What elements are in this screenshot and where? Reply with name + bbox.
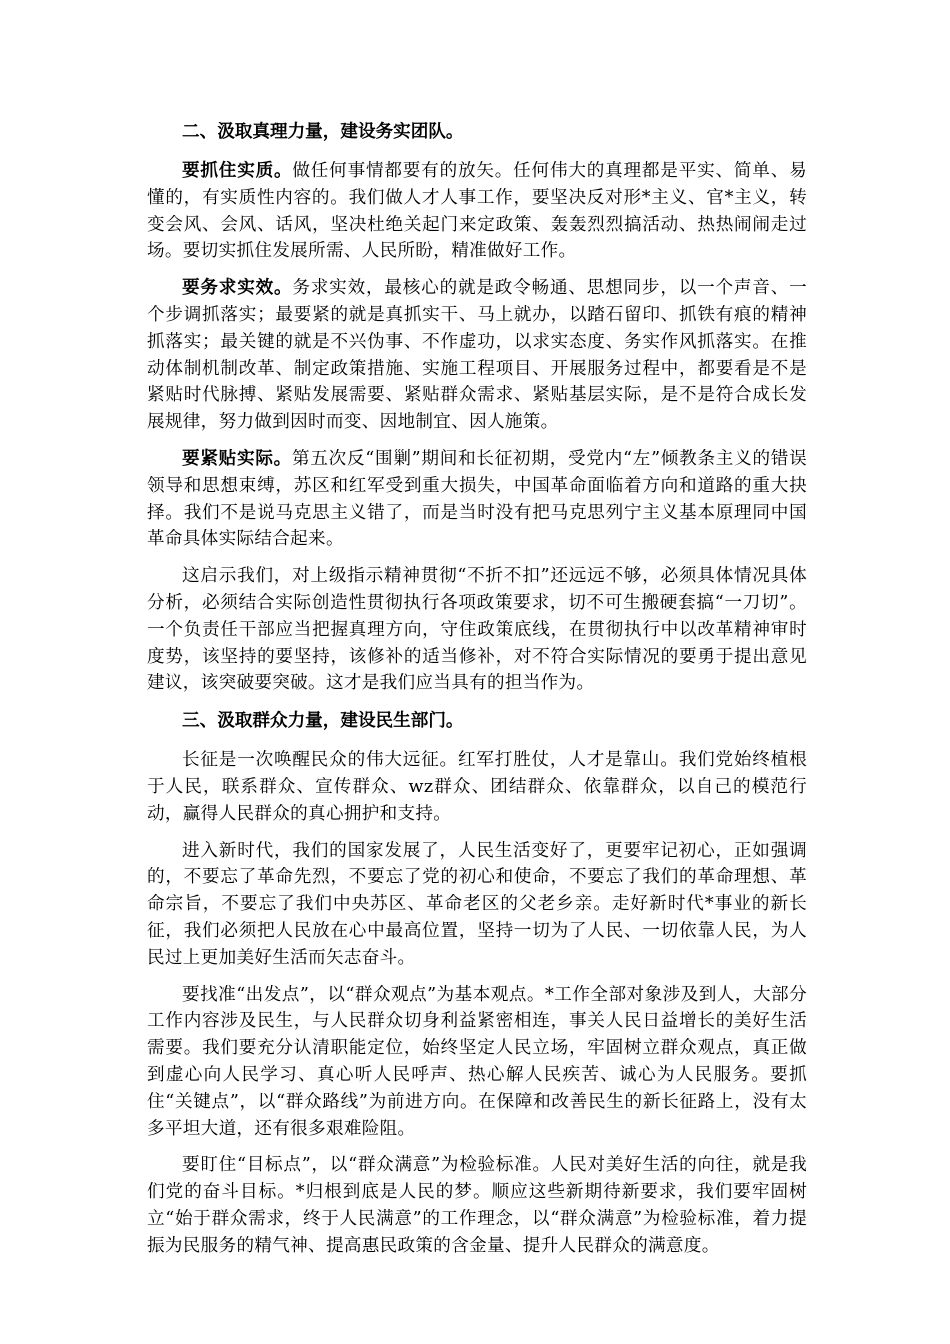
paragraph-text: 长征是一次唤醒民众的伟大远征。红军打胜仗，人才是靠山。我们党始终植根于人民，联系群众、宣传群众、wz群众、团结群众、依靠群众，以自己的模范行动，赢得人民群众的真心拥护和支持。 xyxy=(147,750,807,824)
paragraph-text: 做任何事情都要有的放矢。任何伟大的真理都是平实、简单、易懂的，有实质性内容的。我们做人才人事工作，要坚决反对形*主义、官*主义，转变会风、会风、话风，坚决杜绝关起门来定政策、轰轰烈烈搞活动、热热闹闹走过场。要切实抓住发展所需、人民所盼，精准做好工作。 xyxy=(147,161,807,262)
paragraph xyxy=(147,446,807,553)
paragraph-text: 要找准“出发点”，以“群众观点”为基本观点。*工作全部对象涉及到人，大部分工作内容涉及民生，与人民群众切身利益紧密相连，事关人民日益增长的美好生活需要。我们要充分认清职能定位，始终坚定人民立场，牢固树立群众观点，真正做到虚心向人民学习、真心听人民呼声、热心解人民疾苦、诚心为人民服务。要抓住“关键点”，以“群众路线”为前进方向。在保障和改善民生的新长征路上，没有太多平坦大道，还有很多艰难险阻。 xyxy=(147,984,807,1139)
paragraph xyxy=(147,275,807,436)
paragraph-lead: 要紧贴实际。 xyxy=(182,447,292,469)
section-heading-2: 三、汲取群众力量，建设民生部门。 xyxy=(182,710,464,732)
paragraph xyxy=(147,158,807,265)
paragraph-text: 要盯住“目标点”，以“群众满意”为检验标准。人民对美好生活的向往，就是我们党的奋斗目标。*归根到底是人民的梦。顺应这些新期待新要求，我们要牢固树立“始于群众需求，终于人民满意”的工作理念，以“群众满意”为检验标准，着力提振为民服务的精气神、提高惠民政策的含金量、提升人民群众的满意度。 xyxy=(147,1155,807,1256)
paragraph-text: 这启示我们，对上级指示精神贯彻“不折不扣”还远远不够，必须具体情况具体分析，必须结合实际创造性贯彻执行各项政策要求，切不可生搬硬套搞“一刀切”。一个负责任干部应当把握真理方向，守住政策底线，在贯彻执行中以改革精神审时度势，该坚持的要坚持，该修补的适当修补，对不符合实际情况的要勇于提出意见建议，该突破要突破。这才是我们应当具有的担当作为。 xyxy=(147,566,807,694)
paragraph xyxy=(147,982,807,1143)
section-heading-1: 二、汲取真理力量，建设务实团队。 xyxy=(182,121,464,142)
paragraph-lead: 要务求实效。 xyxy=(182,277,293,299)
paragraph xyxy=(147,747,807,827)
paragraph xyxy=(147,1152,807,1259)
paragraph xyxy=(147,838,807,972)
paragraph xyxy=(147,563,807,697)
document-page xyxy=(147,118,807,1269)
paragraph-text: 第五次反“围剿”期间和长征初期，受党内“左”倾教条主义的错误领导和思想束缚，苏区和红军受到重大损失，中国革命面临着方向和道路的重大抉择。我们不是说马克思主义错了，而是当时没有把马克思列宁主义基本原理同中国革命具体实际结合起来。 xyxy=(147,448,807,550)
paragraph-text: 务求实效，最核心的就是政令畅通、思想同步，以一个声音、一个步调抓落实；最要紧的就是真抓实干、马上就办，以踏石留印、抓铁有痕的精神抓落实；最关键的就是不兴伪事、不作虚功，以求实态度、务实作风抓落实。在推动体制机制改革、制定政策措施、实施工程项目、开展服务过程中，都要看是不是紧贴时代脉搏、紧贴发展需要、紧贴群众需求、紧贴基层实际，是不是符合成长发展规律，努力做到因时而变、因地制宜、因人施策。 xyxy=(147,278,807,433)
paragraph-text: 进入新时代，我们的国家发展了，人民生活变好了，更要牢记初心，正如强调的，不要忘了革命先烈，不要忘了党的初心和使命，不要忘了我们的革命理想、革命宗旨，不要忘了我们中央苏区、革命老区的父老乡亲。走好新时代*事业的新长征，我们必须把人民放在心中最高位置，坚持一切为了人民、一切依靠人民，为人民过上更加美好生活而矢志奋斗。 xyxy=(147,840,807,968)
paragraph-lead: 要抓住实质。 xyxy=(182,160,293,181)
